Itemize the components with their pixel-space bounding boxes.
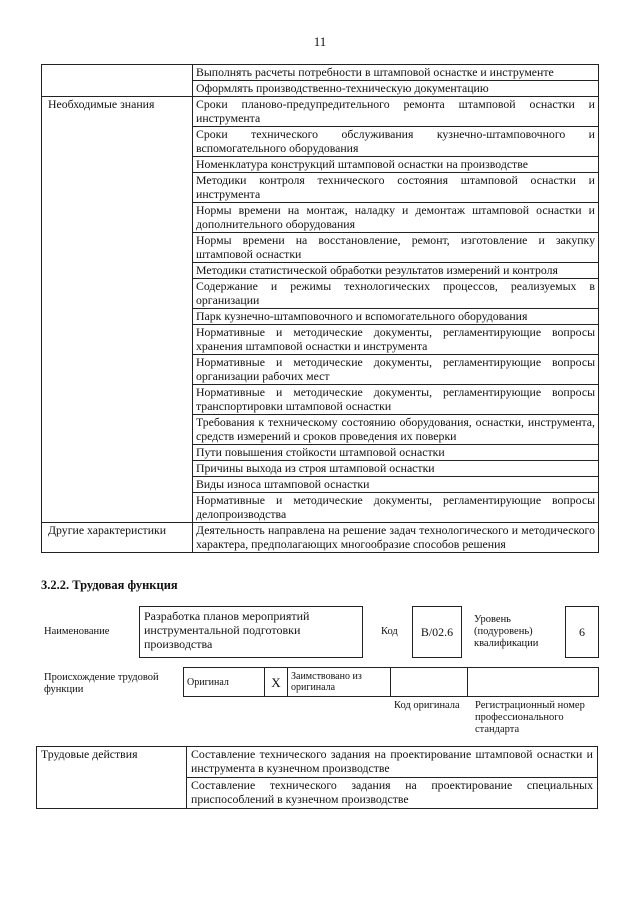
origin-table [183,667,599,697]
qualification-level-label: Уровень (подуровень) квалификации [474,614,539,649]
skill-item: Оформлять производственно-техническую документацию [193,81,599,97]
knowledge-item: Методики статистической обработки результатов измерений и контроля [193,263,599,279]
labor-actions-table [36,746,598,809]
knowledge-item: Нормативные и методические документы, регламентирующие вопросы организации рабочих мест [193,355,599,385]
reg-number-caption: Регистрационный номер профессионального стандарта [475,700,585,735]
function-name-box: Разработка планов мероприятий инструментальной подготовки производства [139,606,363,658]
borrowed-cell: Заимствовано из оригинала [288,668,391,697]
other-characteristics-label: Другие характеристики [42,523,193,553]
knowledge-item: Нормативные и методические документы, регламентирующие вопросы транспортировки штамповой оснастки [193,385,599,415]
table-row [42,97,599,127]
knowledge-item: Требования к техническому состоянию оборудования, оснастки, инструмента, средств измерений и сроков проведения их поверки [193,415,599,445]
labor-action-item: Составление технического задания на проектирование специальных приспособлений в кузнечном производстве [187,778,598,809]
knowledge-table [41,64,599,553]
table-row [42,65,599,81]
knowledge-item: Пути повышения стойкости штамповой оснастки [193,445,599,461]
other-characteristics-text: Деятельность направлена на решение задач технологического и методического характера, предполагающих многообразие способов решения [193,523,599,553]
original-cell: Оригинал [184,668,265,697]
origin-label: Происхождение трудовой функции [44,672,159,695]
section-heading: 3.2.2. Трудовая функция [41,578,178,592]
function-code-box: B/02.6 [412,606,462,658]
qualification-level-box: 6 [565,606,599,658]
table-row [37,747,598,778]
knowledge-item: Нормативные и методические документы, регламентирующие вопросы делопроизводства [193,493,599,523]
code-label: Код [381,626,398,637]
table-row [42,523,599,553]
knowledge-item: Сроки планово-предупредительного ремонта штамповой оснастки и инструмента [193,97,599,127]
knowledge-item: Нормативные и методические документы, регламентирующие вопросы хранения штамповой оснастки и инструмента [193,325,599,355]
knowledge-item: Нормы времени на монтаж, наладку и демонтаж штамповой оснастки и дополнительного оборудования [193,203,599,233]
knowledge-item: Методики контроля технического состояния штамповой оснастки и инструмента [193,173,599,203]
original-mark: X [265,668,288,697]
original-code-cell [391,668,468,697]
reg-number-cell [468,668,599,697]
original-code-caption: Код оригинала [394,700,460,711]
knowledge-item: Содержание и режимы технологических процессов, реализуемых в организации [193,279,599,309]
skills-label-cell [42,65,193,97]
knowledge-item: Нормы времени на восстановление, ремонт, изготовление и закупку штамповой оснастки [193,233,599,263]
knowledge-item: Виды износа штамповой оснастки [193,477,599,493]
knowledge-label: Необходимые знания [42,97,193,523]
knowledge-item: Причины выхода из строя штамповой оснастки [193,461,599,477]
knowledge-item: Парк кузнечно-штамповочного и вспомогательного оборудования [193,309,599,325]
page-number: 11 [313,34,327,49]
labor-action-item: Составление технического задания на проектирование штамповой оснастки и инструмента в кузнечном производстве [187,747,598,778]
table-row [184,668,599,697]
skill-item: Выполнять расчеты потребности в штамповой оснастке и инструменте [193,65,599,81]
knowledge-item: Номенклатура конструкций штамповой оснастки на производстве [193,157,599,173]
labor-actions-label: Трудовые действия [37,747,187,809]
name-label: Наименование [44,626,110,637]
knowledge-item: Сроки технического обслуживания кузнечно-штамповочного и вспомогательного оборудования [193,127,599,157]
